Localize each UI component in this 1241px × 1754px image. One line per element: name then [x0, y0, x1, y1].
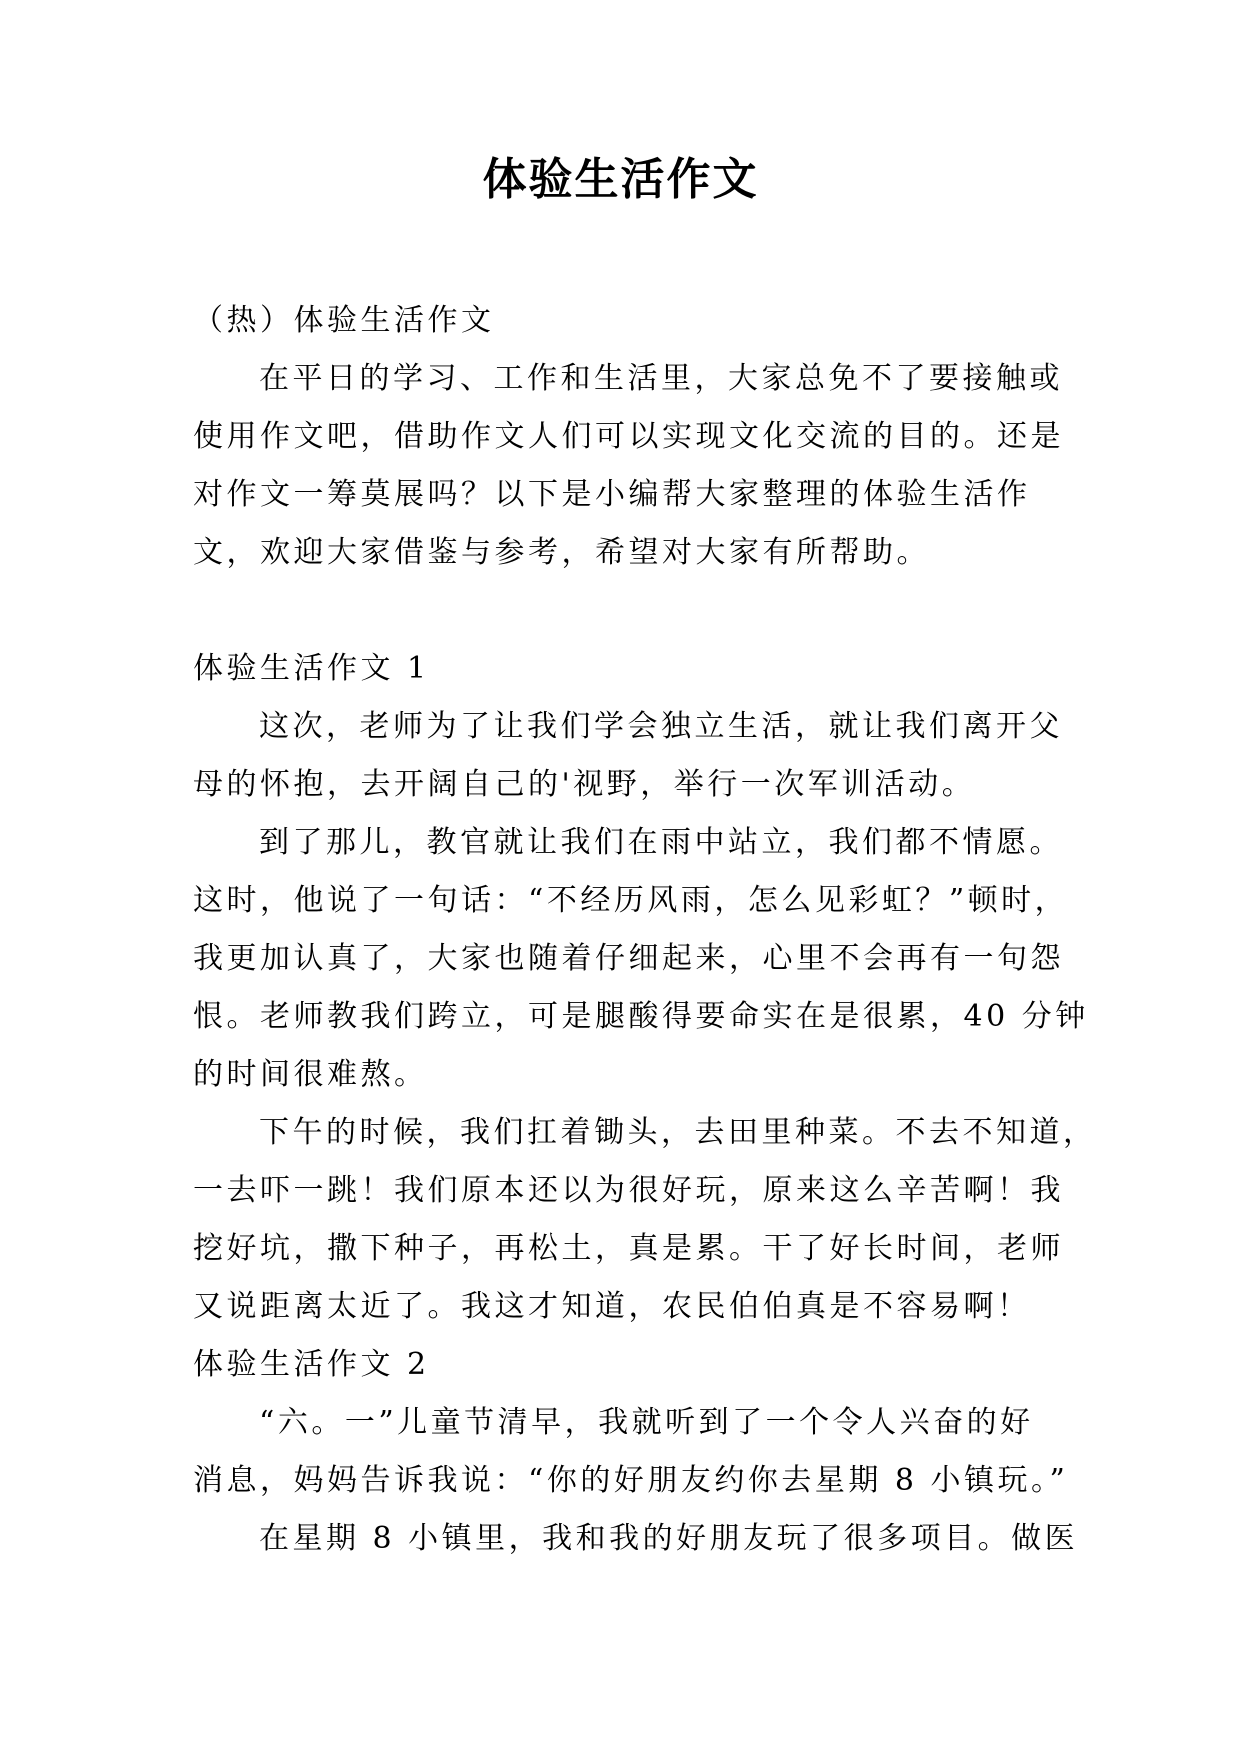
section1-paragraph-2 — [193, 814, 1089, 1104]
paragraph-line: 恨。老师教我们跨立，可是腿酸得要命实在是很累，40 分钟 — [193, 999, 1089, 1034]
paragraph-line: 的时间很难熬。 — [193, 1057, 428, 1092]
section-heading-2: 体验生活作文 2 — [193, 1347, 430, 1382]
section1-paragraph-3 — [193, 1104, 1097, 1336]
paragraph-line: 消息，妈妈告诉我说：“你的好朋友约你去星期 8 小镇玩。” — [193, 1463, 1069, 1498]
section2-paragraph-1 — [193, 1394, 1073, 1510]
section1-paragraph-1 — [193, 698, 1073, 814]
paragraph-gap — [193, 582, 1073, 640]
paragraph-line: 这次，老师为了让我们学会独立生活，就让我们离开父 — [259, 709, 1063, 744]
paragraph-line: 挖好坑，撒下种子，再松土，真是累。干了好长时间，老师 — [193, 1231, 1064, 1266]
section2-paragraph-2 — [193, 1510, 1079, 1568]
paragraph-line: 到了那儿，教官就让我们在雨中站立，我们都不情愿。 — [259, 825, 1063, 860]
paragraph-line: 下午的时候，我们扛着锄头，去田里种菜。不去不知道， — [259, 1115, 1097, 1150]
paragraph-line: 这时，他说了一句话：“不经历风雨，怎么见彩虹？”顿时， — [193, 883, 1069, 918]
document-subtitle: （热）体验生活作文 — [193, 303, 495, 338]
document-title: 体验生活作文 — [482, 154, 759, 205]
document-body — [193, 292, 1097, 1568]
paragraph-line: 母的怀抱，去开阔自己的'视野，举行一次军训活动。 — [193, 767, 976, 802]
paragraph-line: 又说距离太近了。我这才知道，农民伯伯真是不容易啊！ — [193, 1289, 1031, 1324]
intro-paragraph — [193, 350, 1073, 582]
paragraph-line: 一去吓一跳！我们原本还以为很好玩，原来这么辛苦啊！我 — [193, 1173, 1064, 1208]
section-heading-1: 体验生活作文 1 — [193, 651, 430, 686]
paragraph-line: 使用作文吧，借助作文人们可以实现文化交流的目的。还是 — [193, 419, 1064, 454]
paragraph-line: 在平日的学习、工作和生活里，大家总免不了要接触或 — [259, 361, 1063, 396]
paragraph-line: 我更加认真了，大家也随着仔细起来，心里不会再有一句怨 — [193, 941, 1064, 976]
paragraph-line: 在星期 8 小镇里，我和我的好朋友玩了很多项目。做医 — [259, 1521, 1079, 1556]
paragraph-line: 文，欢迎大家借鉴与参考，希望对大家有所帮助。 — [193, 535, 930, 570]
paragraph-line: 对作文一筹莫展吗？以下是小编帮大家整理的体验生活作 — [193, 477, 1031, 512]
paragraph-line: “六。一”儿童节清早，我就听到了一个令人兴奋的好 — [259, 1405, 1034, 1440]
